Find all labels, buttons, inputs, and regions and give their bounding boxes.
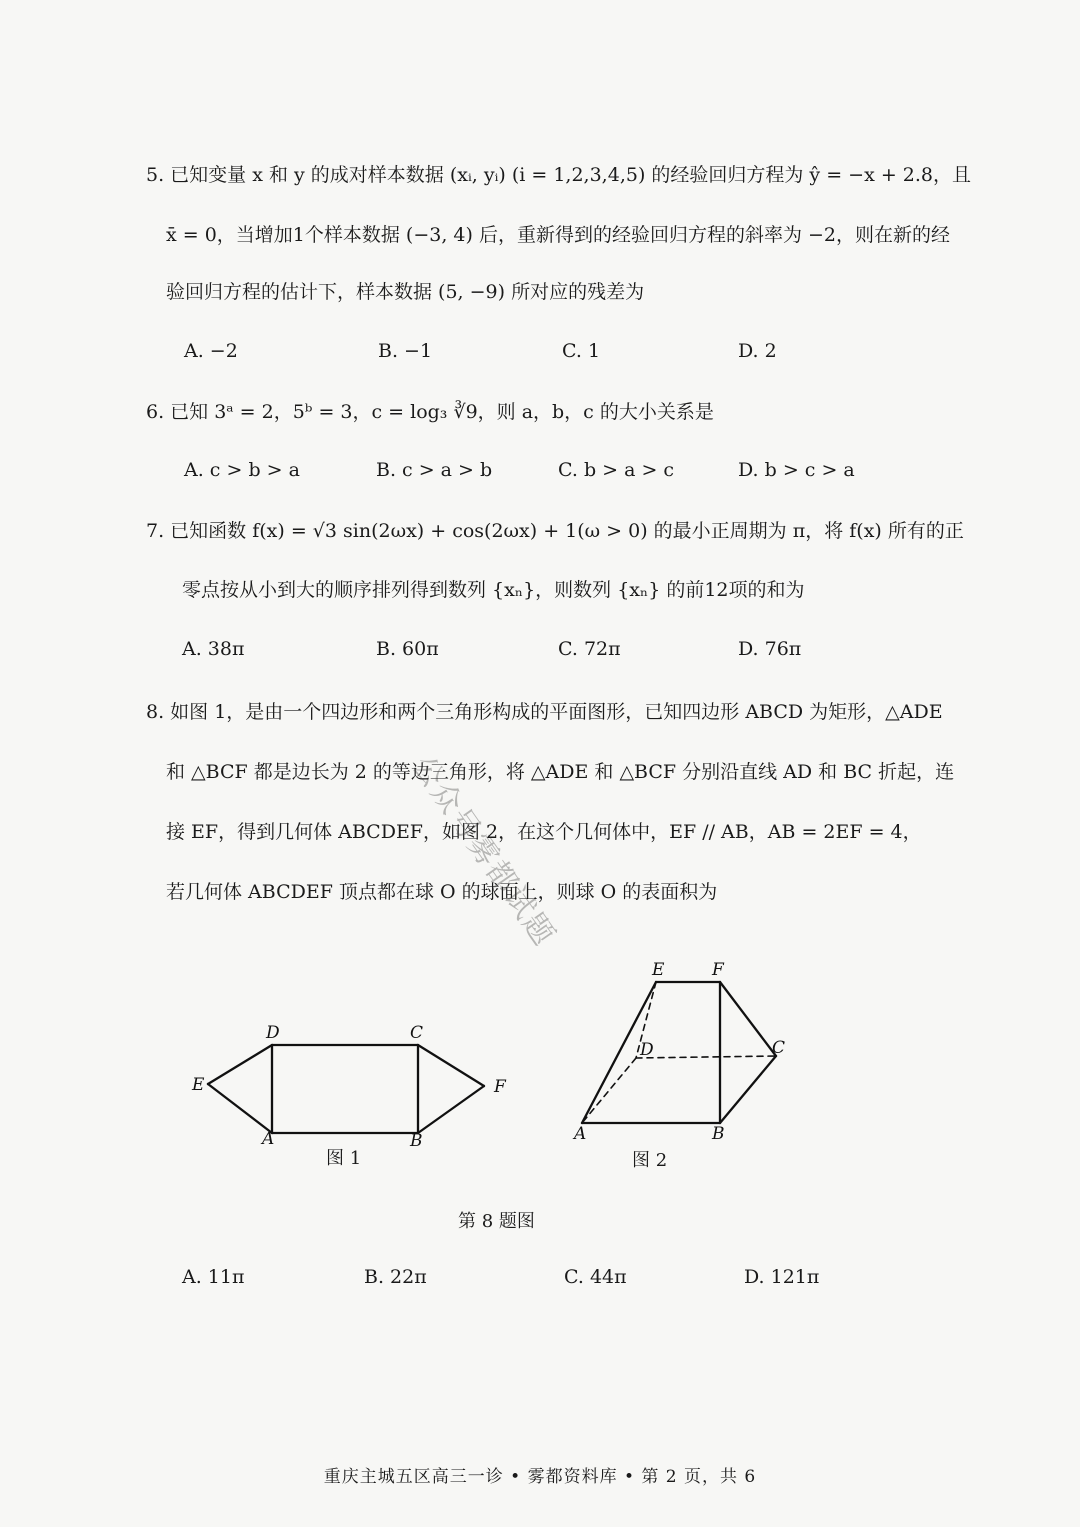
q5-stem-line3: 验回归方程的估计下，样本数据 (5, −9) 所对应的残差为 [166,281,645,303]
q8-option-c: C. 44π [564,1266,627,1288]
fig1-edge-cf [418,1045,484,1086]
watermark-text: 公众号雾都试题 [404,749,562,954]
fig1-label-d: D [266,1023,280,1043]
q8-option-a: A. 11π [182,1266,245,1288]
q8-stem-line4: 若几何体 ABCDEF 顶点都在球 O 的球面上，则球 O 的表面积为 [166,881,718,903]
page-footer: 重庆主城五区高三一诊 • 雾都资料库 • 第 2 页，共 6 [323,1467,757,1487]
q8-option-b: B. 22π [364,1266,427,1288]
fig2-caption: 图 2 [632,1150,668,1171]
q6-stem: 6. 已知 3ᵃ = 2，5ᵇ = 3，c = log₃ ∛9，则 a，b，c 的大小关系是 [146,401,714,423]
q6-option-b: B. c > a > b [376,459,493,481]
q5-options [0,340,1080,366]
fig2-edge-dc-hidden [636,1056,776,1058]
fig2-label-b: B [712,1124,725,1144]
q5-stem-line2: x̄ = 0，当增加1个样本数据 (−3, 4) 后，重新得到的经验回归方程的斜率为 −2，则在新的经 [166,224,951,246]
q5-stem-line1: 5. 已知变量 x 和 y 的成对样本数据 (xᵢ, yᵢ) (i = 1,2,3,4,5) 的经验回归方程为 ŷ = −x + 2.8，且 [146,164,972,186]
figure-2 [560,955,810,1150]
fig1-edge-bf [418,1086,484,1133]
fig2-label-e: E [652,960,665,980]
fig1-label-c: C [410,1023,424,1043]
figure-group-caption: 第 8 题图 [458,1211,535,1232]
q7-options [0,638,1080,664]
q7-option-a: A. 38π [182,638,245,660]
q6-option-d: D. b > c > a [738,459,855,481]
fig2-label-d: D [640,1040,654,1060]
q6-options [0,459,1080,485]
q8-options [0,1266,1080,1292]
fig2-edge-da-hidden [582,1058,636,1123]
q8-stem-line1: 8. 如图 1，是由一个四边形和两个三角形构成的平面图形，已知四边形 ABCD 为矩形，△ADE [146,701,943,723]
fig1-label-e: E [192,1075,205,1095]
fig1-edge-ed [208,1045,272,1084]
fig2-edge-bc [720,1056,776,1123]
q5-option-c: C. 1 [562,340,601,362]
q7-stem-line2: 零点按从小到大的顺序排列得到数列 {xₙ}，则数列 {xₙ} 的前12项的和为 [182,579,805,601]
q7-stem-line1: 7. 已知函数 f(x) = √3 sin(2ωx) + cos(2ωx) + 1(ω > 0) 的最小正周期为 π，将 f(x) 所有的正 [146,520,964,542]
fig1-caption: 图 1 [326,1148,362,1169]
fig2-label-a: A [574,1124,587,1144]
q7-option-d: D. 76π [738,638,802,660]
fig1-label-f: F [494,1077,506,1097]
q5-option-a: A. −2 [184,340,238,362]
fig1-label-a: A [262,1129,275,1149]
figure-1 [180,1010,530,1150]
q7-option-b: B. 60π [376,638,439,660]
fig2-label-f: F [712,960,724,980]
fig1-label-b: B [410,1131,423,1151]
q8-option-d: D. 121π [744,1266,820,1288]
q8-stem-line3: 接 EF，得到几何体 ABCDEF，如图 2，在这个几何体中，EF // AB，AB = 2EF = 4， [166,821,922,843]
q6-option-a: A. c > b > a [184,459,300,481]
fig1-edge-ea [208,1084,272,1133]
q6-option-c: C. b > a > c [558,459,675,481]
q7-option-c: C. 72π [558,638,621,660]
q8-stem-line2: 和 △BCF 都是边长为 2 的等边三角形，将 △ADE 和 △BCF 分别沿直线 AD 和 BC 折起，连 [166,761,955,783]
fig2-label-c: C [772,1038,786,1058]
fig2-edge-fc [720,982,776,1056]
q5-option-b: B. −1 [378,340,433,362]
q5-option-d: D. 2 [738,340,777,362]
